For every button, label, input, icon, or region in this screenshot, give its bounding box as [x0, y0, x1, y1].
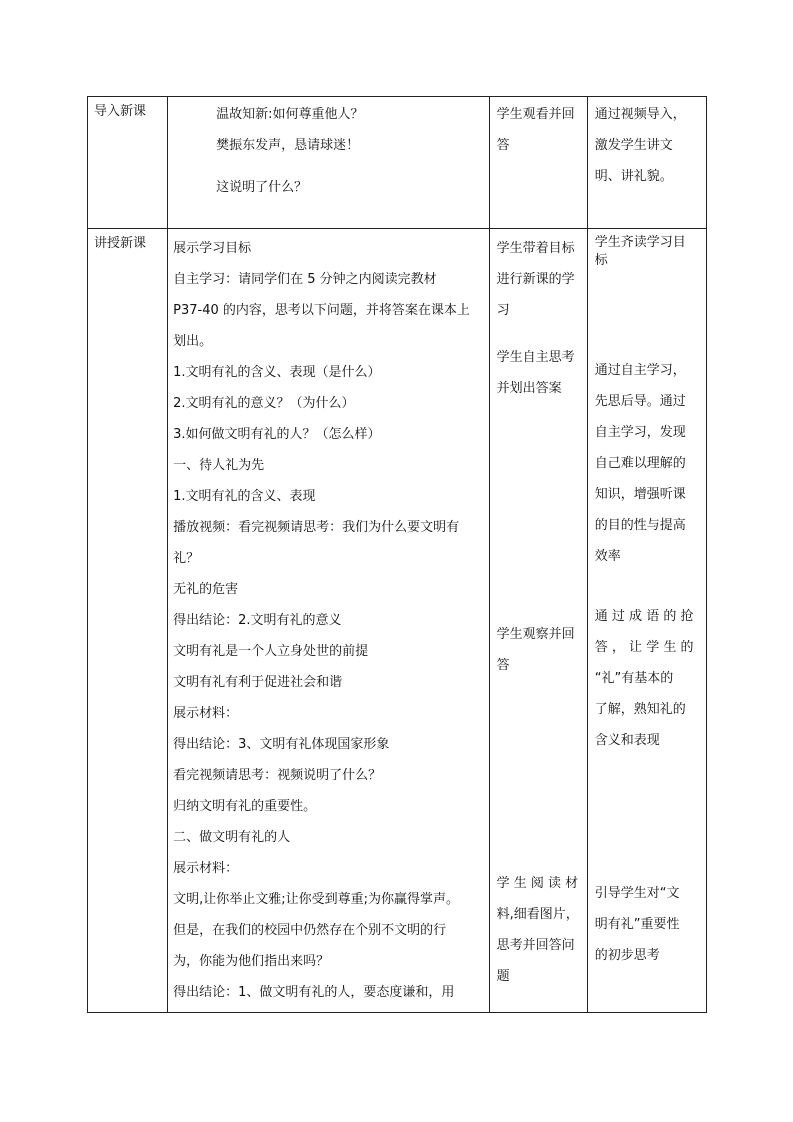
student-line: 习 — [496, 303, 510, 318]
content-line: 这说明了什么？ — [216, 180, 308, 195]
purpose-line: 的目的性与提高 — [594, 518, 686, 533]
purpose-line: 通 过 成 语 的 抢 — [594, 609, 694, 624]
content-line: 展示学习目标 — [173, 241, 252, 256]
purpose-line: 效率 — [594, 549, 621, 564]
section-cell — [88, 97, 168, 229]
purpose-line: “礼”有基本的 — [594, 671, 674, 686]
lesson-plan-table — [87, 96, 707, 1013]
purpose-line: 的初步思考 — [594, 948, 660, 963]
student-line: 思考并回答问 — [496, 938, 575, 953]
student-line: 料,细看图片， — [496, 907, 579, 922]
purpose-line: 引导学生对“文 — [594, 886, 680, 901]
student-group — [497, 868, 583, 992]
purpose-line: 自己难以理解的 — [594, 456, 686, 471]
student-line: 学 生 阅 读 材 — [496, 876, 579, 891]
section-label: 讲授新课 — [94, 236, 147, 251]
content-line: 展示材料： — [173, 706, 239, 721]
student-line: 并划出答案 — [496, 381, 562, 396]
content-line: 一、待人礼为先 — [173, 458, 265, 473]
content-line: 展示材料： — [173, 861, 239, 876]
content-line: P37-40 的内容，思考以下问题，并将答案在课本上 — [173, 303, 470, 318]
student-line: 学生自主思考 — [496, 350, 575, 365]
content-line: 3.如何做文明有礼的人？（怎么样） — [173, 427, 381, 442]
content-line: 播放视频：看完视频请思考：我们为什么要文明有 — [173, 520, 460, 535]
content-line: 看完视频请思考：视频说明了什么？ — [173, 768, 382, 783]
purpose-group — [595, 878, 700, 971]
purpose-line: 先思后导。通过 — [594, 394, 686, 409]
student-line: 学生带着目标 — [496, 241, 575, 256]
purpose-line: 通过自主学习， — [594, 363, 686, 378]
purpose-line: 通过视频导入， — [594, 107, 686, 122]
content-line: 1.文明有礼的含义、表现 — [173, 489, 316, 504]
content-line: 礼？ — [173, 551, 200, 566]
student-line: 学生观看并回 — [496, 107, 575, 122]
content-line: 划出。 — [173, 334, 213, 349]
purpose-line: 自主学习，发现 — [594, 425, 686, 440]
student-activity-cell — [489, 97, 587, 229]
content-line: 文明有礼有利于促进社会和谐 — [173, 675, 343, 690]
purpose-group — [595, 355, 700, 601]
purpose-group — [595, 233, 700, 355]
content-line: 二、做文明有礼的人 — [173, 830, 291, 845]
content-line: 1.文明有礼的含义、表现（是什么） — [173, 365, 381, 380]
content-line: 樊振东发声，恳请球迷！ — [216, 138, 360, 153]
content-line: 归纳文明有礼的重要性。 — [173, 799, 317, 814]
content-line: 温故知新:如何尊重他人？ — [216, 107, 364, 122]
content-line: 但是，在我们的校园中仍然存在个别不文明的行 — [173, 923, 447, 938]
purpose-cell — [587, 97, 706, 229]
student-line: 学生观察并回 — [496, 627, 575, 642]
purpose-cell — [587, 229, 706, 1013]
content-line: 为，你能为他们指出来吗？ — [173, 954, 330, 969]
content-line: 文明,让你举止文雅;让你受到尊重;为你赢得掌声。 — [173, 892, 460, 907]
student-line: 答 — [496, 138, 510, 153]
content-line: 文明有礼是一个人立身处世的前提 — [173, 644, 369, 659]
student-group — [497, 233, 583, 342]
purpose-line: 含义和表现 — [594, 733, 660, 748]
purpose-line: 了解，熟知礼的 — [594, 702, 686, 717]
purpose-line: 知识，增强听课 — [594, 487, 686, 502]
purpose-line: 明有礼”重要性 — [594, 917, 680, 932]
content-line: 得出结论：1、做文明有礼的人，要态度谦和，用 — [173, 985, 455, 1000]
section-cell — [88, 229, 168, 1013]
student-activity-cell — [489, 229, 587, 1013]
student-line: 答 — [496, 658, 510, 673]
purpose-group — [595, 601, 700, 878]
content-line: 自主学习：请同学们在 5 分钟之内阅读完教材 — [173, 272, 437, 287]
purpose-line: 学生齐读学习目 — [594, 235, 686, 250]
student-group — [497, 619, 583, 868]
purpose-line: 答 ， 让 学 生 的 — [594, 640, 694, 655]
content-line: 得出结论：2.文明有礼的意义 — [173, 613, 342, 628]
section-label: 导入新课 — [94, 104, 147, 119]
content-line: 无礼的危害 — [173, 582, 239, 597]
content-cell — [168, 229, 490, 1013]
student-line: 题 — [496, 969, 510, 984]
student-group — [497, 342, 583, 619]
content-line: 得出结论：3、文明有礼体现国家形象 — [173, 737, 390, 752]
content-cell — [168, 97, 490, 229]
purpose-line: 明、讲礼貌。 — [594, 169, 673, 184]
content-line: 2.文明有礼的意义？（为什么） — [173, 396, 355, 411]
purpose-line: 标 — [594, 253, 608, 268]
table-row — [88, 229, 707, 1013]
purpose-line: 激发学生讲文 — [594, 138, 673, 153]
table-row — [88, 97, 707, 229]
student-line: 进行新课的学 — [496, 272, 575, 287]
